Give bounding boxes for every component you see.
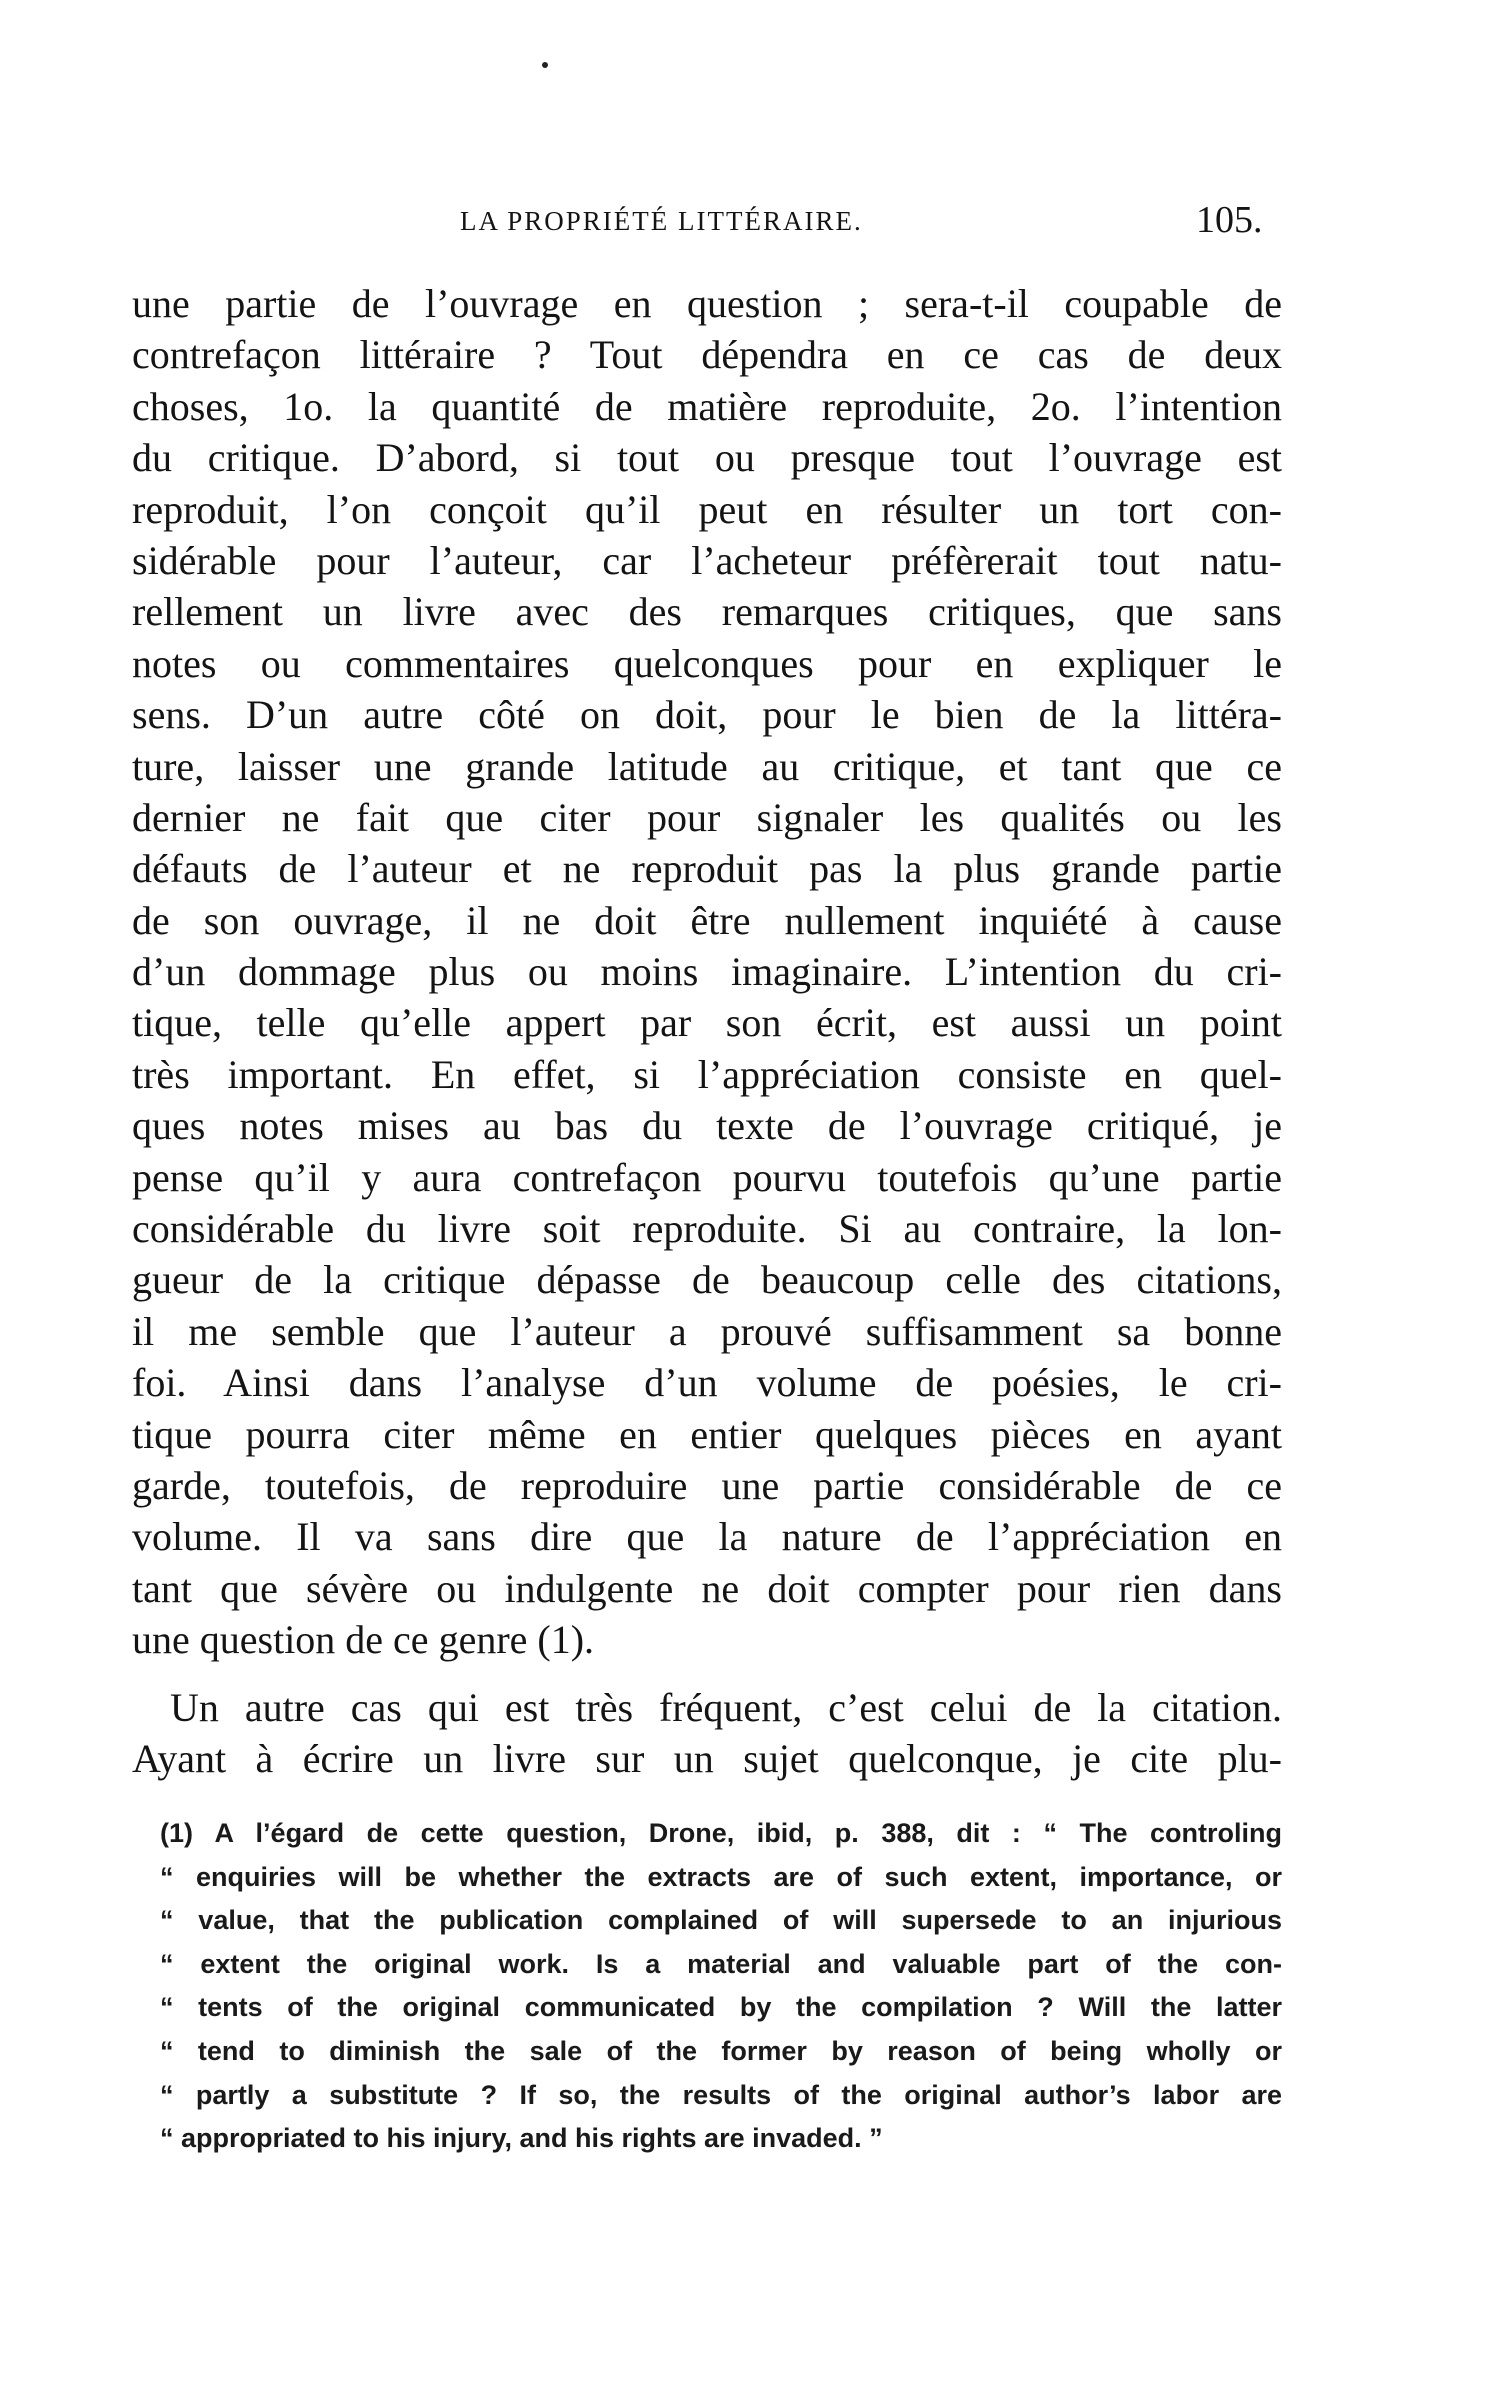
- text-line: rellement un livre avec des remarques critiques, que sans: [132, 589, 1282, 635]
- text-line: ture, laisser une grande latitude au critique, et tant que ce: [132, 743, 1282, 789]
- paragraph: [132, 278, 1282, 1666]
- footnote-line: “ extent the original work. Is a material and valuable part of the con-: [160, 1948, 1282, 1979]
- text-line: pense qu’il y aura contrefaçon pourvu toutefois qu’une partie: [132, 1154, 1282, 1200]
- text-line: une question de ce genre (1).: [132, 1617, 595, 1663]
- text-line: une partie de l’ouvrage en question ; sera-t-il coupable de: [132, 281, 1282, 326]
- text-line: sens. D’un autre côté on doit, pour le bien de la littéra-: [132, 692, 1282, 738]
- text-line: il me semble que l’auteur a prouvé suffisamment sa bonne: [132, 1308, 1282, 1354]
- text-line: Ayant à écrire un livre sur un sujet quelconque, je cite plu-: [132, 1735, 1282, 1781]
- paragraph: [132, 1682, 1282, 1785]
- text-line: très important. En effet, si l’appréciation consiste en quel-: [132, 1051, 1282, 1097]
- text-line: tant que sévère ou indulgente ne doit compter pour rien dans: [132, 1565, 1282, 1611]
- text-line: contrefaçon littéraire ? Tout dépendra en ce cas de deux: [132, 332, 1282, 378]
- text-line: d’un dommage plus ou moins imaginaire. L’intention du cri-: [132, 949, 1282, 995]
- body-text: [132, 278, 1282, 1784]
- text-line: Un autre cas qui est très fréquent, c’est celui de la citation.: [170, 1684, 1282, 1730]
- text-line: tique pourra citer même en entier quelques pièces en ayant: [132, 1411, 1282, 1457]
- footnote-line: “ partly a substitute ? If so, the results of the original author’s labor are: [160, 2079, 1282, 2110]
- footnote-line: “ tend to diminish the sale of the former by reason of being wholly or: [160, 2035, 1282, 2066]
- running-head: LA PROPRIÉTÉ LITTÉRAIRE.: [460, 206, 863, 236]
- text-line: de son ouvrage, il ne doit être nullement inquiété à cause: [132, 897, 1282, 943]
- text-line: défauts de l’auteur et ne reproduit pas la plus grande partie: [132, 846, 1282, 892]
- text-line: garde, toutefois, de reproduire une partie considérable de ce: [132, 1462, 1282, 1508]
- ink-speck: [542, 62, 548, 68]
- text-line: reproduit, l’on conçoit qu’il peut en résulter un tort con-: [132, 486, 1282, 532]
- text-line: ques notes mises au bas du texte de l’ouvrage critiqué, je: [132, 1103, 1282, 1149]
- text-line: gueur de la critique dépasse de beaucoup celle des citations,: [132, 1257, 1282, 1303]
- text-line: choses, 1o. la quantité de matière reproduite, 2o. l’intention: [132, 383, 1282, 429]
- text-line: dernier ne fait que citer pour signaler les qualités ou les: [132, 794, 1282, 840]
- text-line: sidérable pour l’auteur, car l’acheteur préfèrerait tout natu-: [132, 537, 1282, 583]
- footnote-line: “ enquiries will be whether the extracts are of such extent, importance, or: [160, 1861, 1282, 1892]
- footnote: [160, 1812, 1282, 2161]
- paragraph-gap: [132, 1666, 1282, 1682]
- text-line: volume. Il va sans dire que la nature de l’appréciation en: [132, 1514, 1282, 1560]
- text-line: notes ou commentaires quelconques pour en expliquer le: [132, 640, 1282, 686]
- footnote-line: (1) A l’égard de cette question, Drone, ibid, p. 388, dit : “ The controling: [160, 1818, 1282, 1848]
- footnote-line: “ appropriated to his injury, and his rights are invaded. ”: [160, 2123, 883, 2154]
- footnote-line: “ value, that the publication complained of will supersede to an injurious: [160, 1905, 1282, 1936]
- text-line: du critique. D’abord, si tout ou presque tout l’ouvrage est: [132, 435, 1282, 481]
- footnote-line: “ tents of the original communicated by the compilation ? Will the latter: [160, 1992, 1282, 2023]
- text-line: tique, telle qu’elle appert par son écrit, est aussi un point: [132, 1000, 1282, 1046]
- text-line: foi. Ainsi dans l’analyse d’un volume de poésies, le cri-: [132, 1360, 1282, 1406]
- page-number: 105.: [1196, 199, 1263, 241]
- text-line: considérable du livre soit reproduite. Si au contraire, la lon-: [132, 1206, 1282, 1252]
